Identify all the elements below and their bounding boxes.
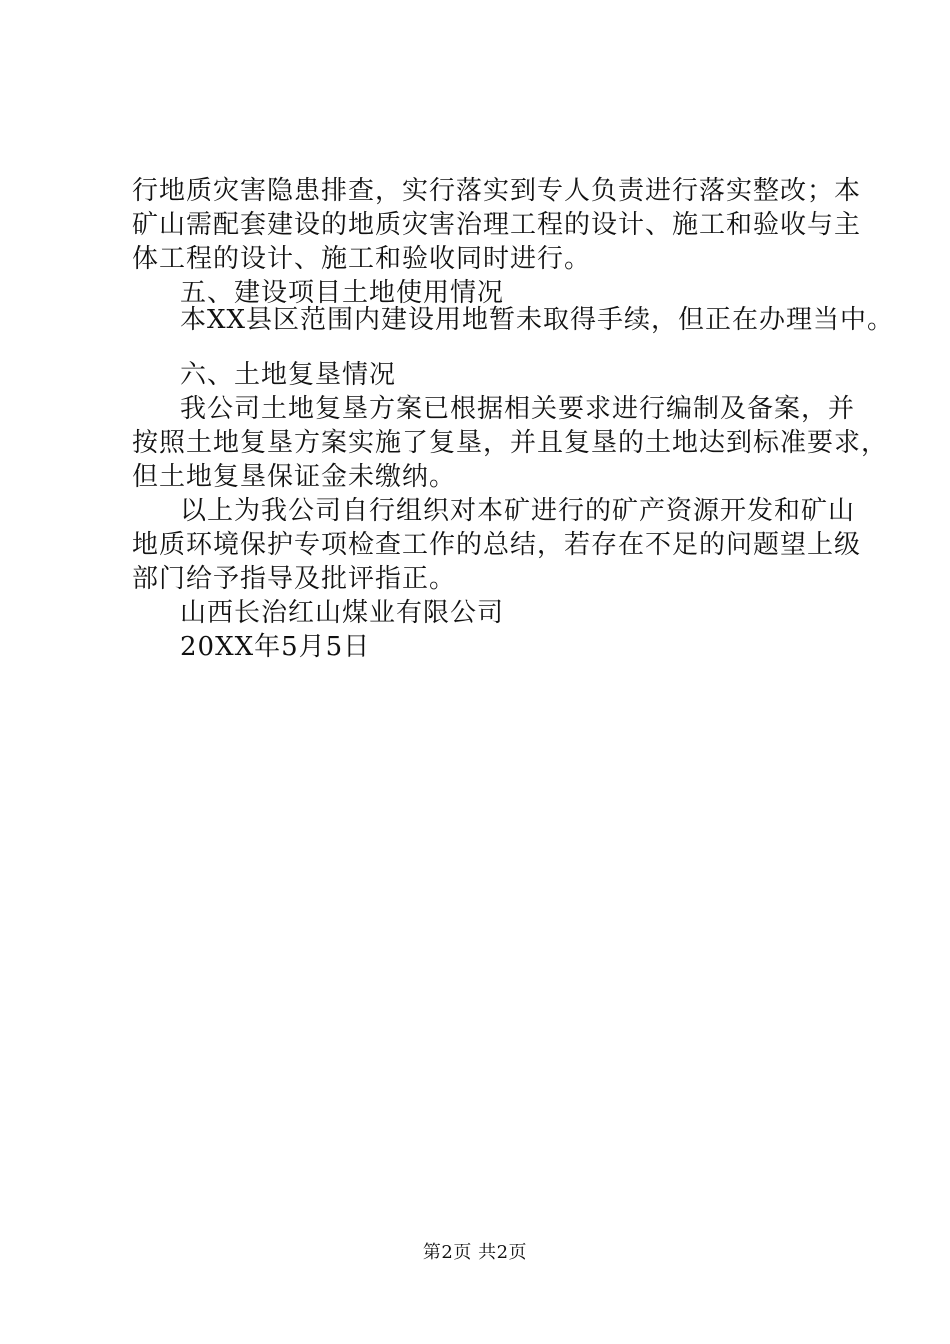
- body-text-line: 部门给予指导及批评指正。: [132, 564, 457, 594]
- section-heading-land-use: 五、建设项目土地使用情况: [180, 278, 505, 308]
- document-date: 20XX年5月5日: [180, 632, 371, 662]
- section-heading-land-reclamation: 六、土地复垦情况: [180, 360, 397, 390]
- body-text-line: 地质环境保护专项检查工作的总结，若存在不足的问题望上级: [132, 530, 862, 560]
- body-text-line: 行地质灾害隐患排查，实行落实到专人负责进行落实整改；本: [132, 176, 862, 206]
- body-text-line: 本XX县区范围内建设用地暂未取得手续，但正在办理当中。: [180, 305, 895, 335]
- body-text-line: 以上为我公司自行组织对本矿进行的矿产资源开发和矿山: [180, 496, 856, 526]
- body-text-line: 但土地复垦保证金未缴纳。: [132, 462, 457, 492]
- body-text-line: 矿山需配套建设的地质灾害治理工程的设计、施工和验收与主: [132, 210, 862, 240]
- body-text-line: 体工程的设计、施工和验收同时进行。: [132, 244, 592, 274]
- body-text-line: 我公司土地复垦方案已根据相关要求进行编制及备案，并: [180, 394, 856, 424]
- page-number-footer: 第2页 共2页: [422, 1242, 528, 1263]
- company-signature: 山西长治红山煤业有限公司: [180, 598, 505, 628]
- body-text-line: 按照土地复垦方案实施了复垦，并且复垦的土地达到标准要求，: [132, 428, 889, 458]
